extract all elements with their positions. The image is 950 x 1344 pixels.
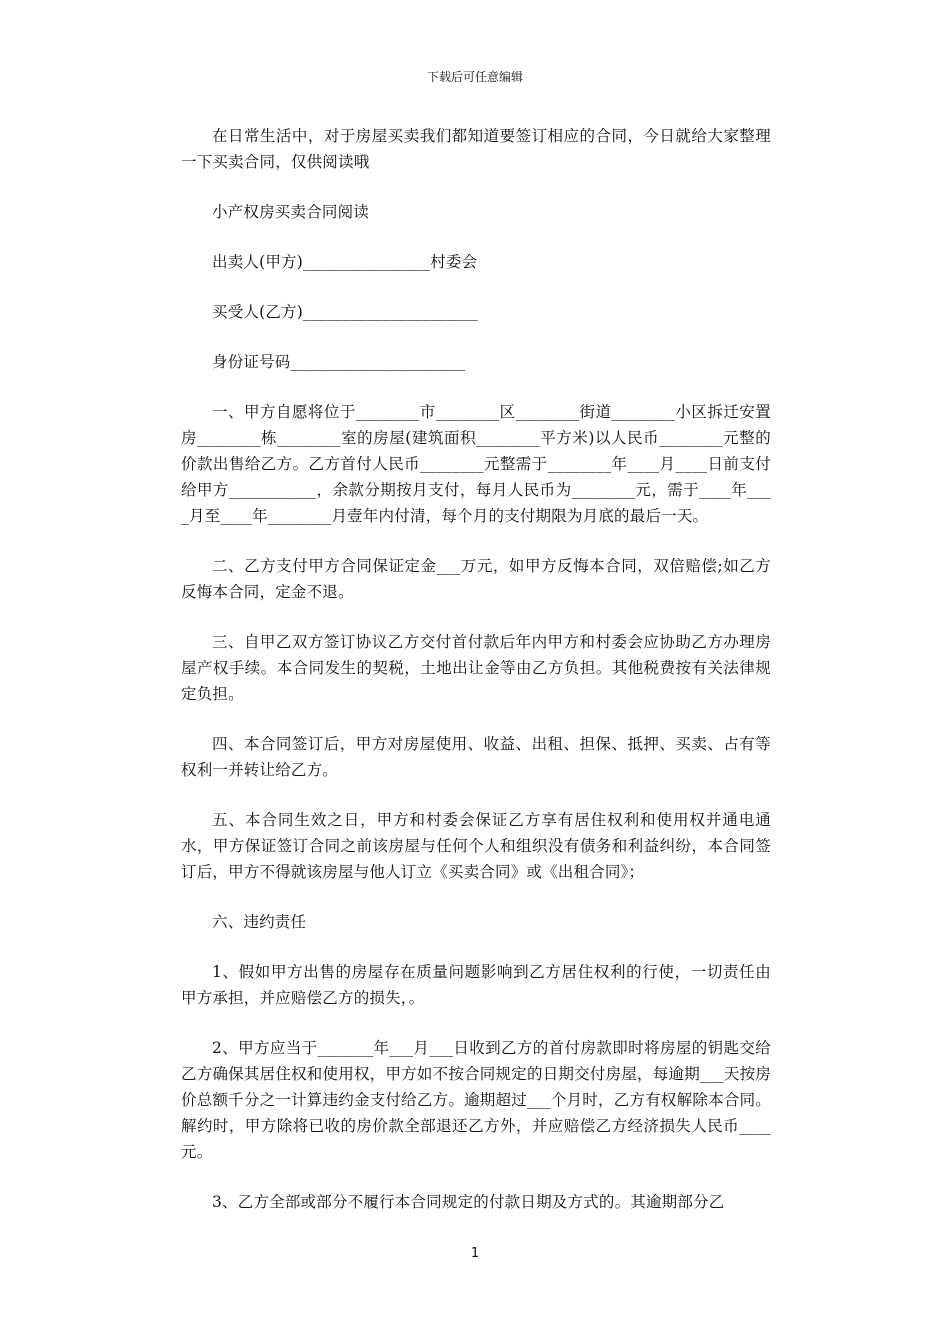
seller-line: 出卖人(甲方)________________村委会 [212, 253, 478, 271]
id-number-line: 身份证号码______________________ [212, 353, 466, 371]
liability-item-3: 3、乙方全部或部分不履行本合同规定的付款日期及方式的。其逾期部分乙 [212, 1193, 725, 1211]
clause-6-heading: 六、违约责任 [212, 913, 307, 931]
clause-3: 三、自甲乙双方签订协议乙方交付首付款后年内甲方和村委会应协助乙方办理房屋产权手续。本合同发生的契税，土地出让金等由乙方负担。其他税费按有关法律规定负担。 [181, 633, 771, 703]
contract-title: 小产权房买卖合同阅读 [212, 203, 370, 221]
liability-item-2: 2、甲方应当于_______年___月___日收到乙方的首付房款即时将房屋的钥匙交给乙方确保其居住权和使用权，甲方如不按合同规定的日期交付房屋，每逾期___天按房价总额千分之一计算违约金支付给乙方。逾期超过___个月时，乙方有权解除本合同。解约时，甲方除将已收的房价款全部退还乙方外，并应赔偿乙方经济损失人民币____元。 [181, 1039, 771, 1161]
clause-2: 二、乙方支付甲方合同保证定金___万元，如甲方反悔本合同，双倍赔偿;如乙方反悔本合同，定金不退。 [181, 557, 771, 601]
page-header: 下载后可任意编辑 [426, 70, 523, 84]
document-body [181, 123, 771, 1239]
buyer-line: 买受人(乙方)______________________ [212, 303, 478, 321]
page-number: 1 [470, 1246, 480, 1261]
clause-4: 四、本合同签订后，甲方对房屋使用、收益、出租、担保、抵押、买卖、占有等权利一并转让给乙方。 [181, 735, 771, 779]
clause-5: 五、本合同生效之日，甲方和村委会保证乙方享有居住权利和使用权并通电通水，甲方保证签订合同之前该房屋与任何个人和组织没有债务和利益纠纷，本合同签订后，甲方不得就该房屋与他人订立《买卖合同》或《出租合同》； [181, 811, 771, 881]
clause-1: 一、甲方自愿将位于________市________区________街道________小区拆迁安置房________栋________室的房屋(建筑面积________平方米)以人民币________元整的价款出售给乙方。乙方首付人民币________元整需于________年____月____日前支付给甲方___________，余款分期按月支付，每月人民币为________元，需于____年____月至____年________月壹年内付清，每个月的支付期限为月底的最后一天。 [181, 403, 771, 525]
intro-paragraph: 在日常生活中，对于房屋买卖我们都知道要签订相应的合同，今日就给大家整理一下买卖合同，仅供阅读哦 [181, 127, 771, 171]
liability-item-1: 1、假如甲方出售的房屋存在质量问题影响到乙方居住权利的行使，一切责任由甲方承担，并应赔偿乙方的损失，。 [181, 963, 771, 1007]
